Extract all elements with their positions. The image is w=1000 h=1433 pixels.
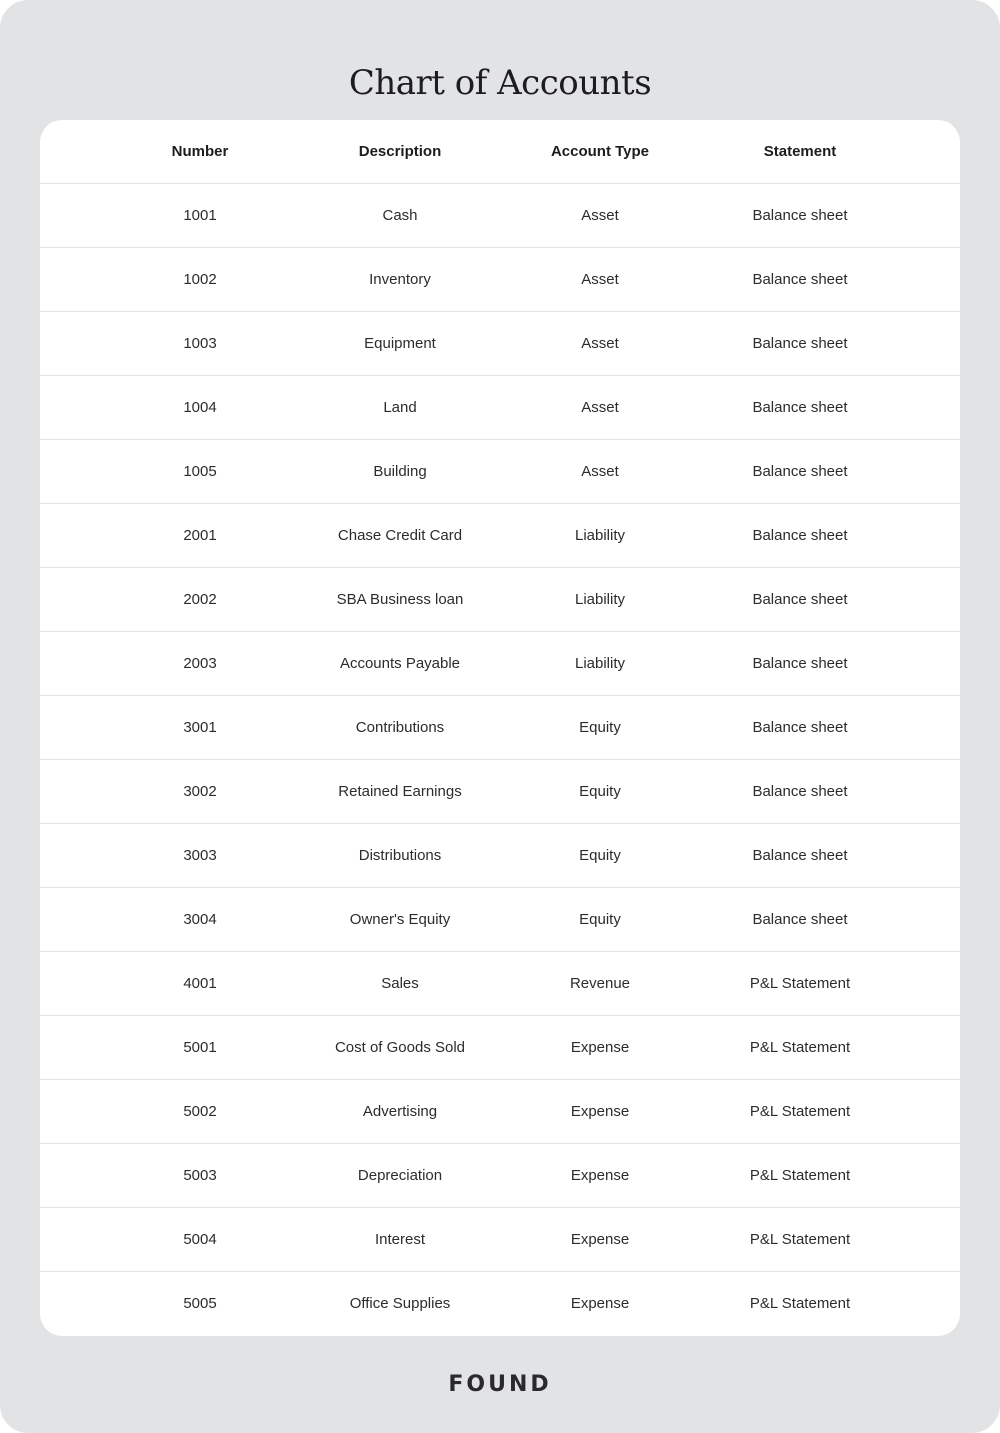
cell-description: Advertising <box>362 1103 438 1120</box>
table-row <box>40 184 960 248</box>
cell-statement: Balance sheet <box>752 399 848 416</box>
cell-statement: P&L Statement <box>749 975 851 992</box>
cell-number: 1003 <box>183 335 217 352</box>
header-statement: Statement <box>763 143 837 160</box>
cell-number: 5005 <box>183 1295 217 1312</box>
table-row <box>40 1208 960 1272</box>
cell-account-type: Equity <box>579 847 621 864</box>
cell-statement: Balance sheet <box>752 847 848 864</box>
cell-number: 3004 <box>183 911 217 928</box>
cell-description: SBA Business loan <box>336 591 464 608</box>
cell-account-type: Expense <box>570 1231 630 1248</box>
cell-number: 1004 <box>183 399 217 416</box>
cell-statement: Balance sheet <box>752 207 848 224</box>
table-row <box>40 1080 960 1144</box>
cell-description: Interest <box>374 1231 426 1248</box>
cell-number: 3001 <box>183 719 217 736</box>
cell-description: Cash <box>382 207 418 224</box>
table-row <box>40 1272 960 1336</box>
cell-number: 3003 <box>183 847 217 864</box>
cell-statement: Balance sheet <box>752 335 848 352</box>
cell-statement: Balance sheet <box>752 271 848 288</box>
cell-statement: Balance sheet <box>752 911 848 928</box>
header-number: Number <box>171 143 229 160</box>
cell-description: Contributions <box>355 719 445 736</box>
table-row <box>40 312 960 376</box>
cell-statement: P&L Statement <box>749 1231 851 1248</box>
table-row <box>40 1016 960 1080</box>
table-row <box>40 504 960 568</box>
table-header-row <box>40 120 960 184</box>
table-body <box>40 184 960 1336</box>
table-row <box>40 696 960 760</box>
table-row <box>40 888 960 952</box>
table-row <box>40 632 960 696</box>
cell-account-type: Asset <box>581 335 619 352</box>
cell-statement: Balance sheet <box>752 655 848 672</box>
cell-account-type: Asset <box>581 463 619 480</box>
header-description: Description <box>358 143 442 160</box>
cell-description: Inventory <box>369 271 431 288</box>
cell-number: 5003 <box>183 1167 217 1184</box>
cell-account-type: Expense <box>570 1295 630 1312</box>
cell-number: 3002 <box>183 783 217 800</box>
cell-number: 5004 <box>183 1231 217 1248</box>
cell-statement: P&L Statement <box>749 1039 851 1056</box>
cell-number: 4001 <box>183 975 217 992</box>
cell-statement: P&L Statement <box>749 1103 851 1120</box>
cell-description: Sales <box>381 975 419 992</box>
cell-description: Equipment <box>364 335 436 352</box>
cell-statement: Balance sheet <box>752 527 848 544</box>
cell-number: 2002 <box>183 591 217 608</box>
table-row <box>40 824 960 888</box>
cell-description: Distributions <box>358 847 442 864</box>
cell-statement: Balance sheet <box>752 783 848 800</box>
cell-description: Cost of Goods Sold <box>334 1039 466 1056</box>
cell-account-type: Liability <box>574 591 626 608</box>
cell-number: 2001 <box>183 527 217 544</box>
table-row <box>40 952 960 1016</box>
table-row <box>40 440 960 504</box>
header-account-type: Account Type <box>550 143 650 160</box>
cell-account-type: Asset <box>581 399 619 416</box>
cell-number: 1001 <box>183 207 217 224</box>
table-row <box>40 376 960 440</box>
table-row <box>40 1144 960 1208</box>
cell-number: 1002 <box>183 271 217 288</box>
cell-account-type: Expense <box>570 1103 630 1120</box>
cell-number: 1005 <box>183 463 217 480</box>
cell-account-type: Liability <box>574 655 626 672</box>
cell-description: Land <box>383 399 417 416</box>
cell-statement: P&L Statement <box>749 1295 851 1312</box>
cell-description: Retained Earnings <box>338 783 462 800</box>
cell-description: Owner's Equity <box>349 911 451 928</box>
cell-description: Office Supplies <box>349 1295 451 1312</box>
cell-account-type: Equity <box>579 911 621 928</box>
cell-statement: Balance sheet <box>752 463 848 480</box>
cell-description: Chase Credit Card <box>337 527 463 544</box>
cell-number: 5001 <box>183 1039 217 1056</box>
cell-account-type: Asset <box>581 207 619 224</box>
page-title: Chart of Accounts <box>348 62 652 103</box>
cell-description: Building <box>373 463 427 480</box>
table-row <box>40 568 960 632</box>
cell-account-type: Expense <box>570 1167 630 1184</box>
cell-description: Accounts Payable <box>339 655 461 672</box>
cell-account-type: Equity <box>579 719 621 736</box>
cell-description: Depreciation <box>357 1167 443 1184</box>
cell-statement: Balance sheet <box>752 591 848 608</box>
cell-account-type: Expense <box>570 1039 630 1056</box>
cell-account-type: Equity <box>579 783 621 800</box>
cell-number: 5002 <box>183 1103 217 1120</box>
cell-statement: Balance sheet <box>752 719 848 736</box>
accounts-table <box>40 120 960 1336</box>
cell-number: 2003 <box>183 655 217 672</box>
cell-account-type: Asset <box>581 271 619 288</box>
table-row <box>40 760 960 824</box>
found-logo: FOUND <box>448 1372 552 1397</box>
table-row <box>40 248 960 312</box>
cell-statement: P&L Statement <box>749 1167 851 1184</box>
cell-account-type: Revenue <box>569 975 631 992</box>
cell-account-type: Liability <box>574 527 626 544</box>
